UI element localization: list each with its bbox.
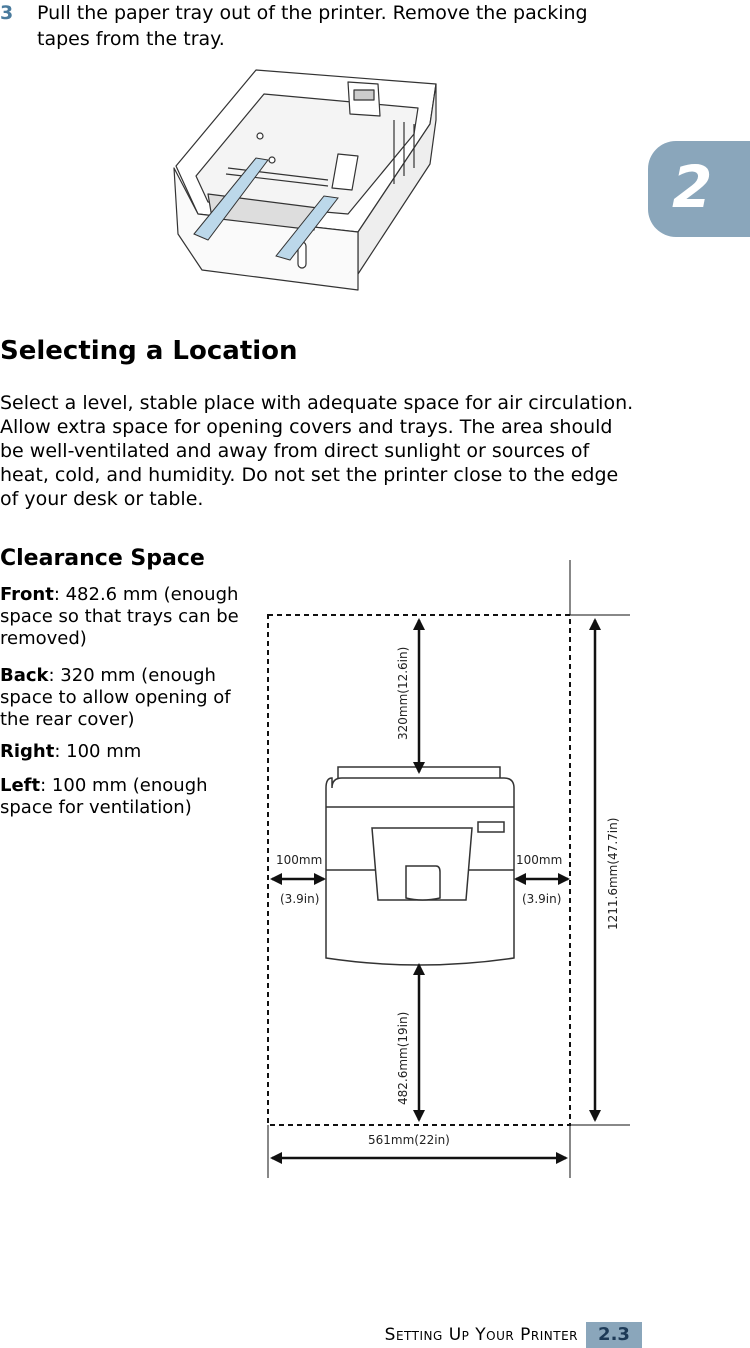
clearance-left-label: Left: [0, 775, 41, 796]
clearance-diagram: [260, 560, 640, 1180]
footer-title: Setting Up Your Printer: [384, 1325, 578, 1345]
section-title: Selecting a Location: [0, 336, 298, 366]
clearance-right-text: : 100 mm: [54, 741, 142, 762]
step-number: 3: [0, 2, 14, 24]
back-clearance-label: 320mm(12.6in): [396, 646, 410, 740]
page-footer: [0, 1322, 750, 1348]
left-clearance-in: (3.9in): [280, 892, 320, 906]
chapter-tab: [648, 141, 750, 237]
right-clearance-in: (3.9in): [522, 892, 562, 906]
clearance-back-label: Back: [0, 665, 49, 686]
clearance-left: [0, 775, 240, 819]
left-clearance-mm: 100mm: [276, 853, 323, 867]
clearance-back-text: : 320 mm (enough space to allow opening of the rear cover): [0, 665, 231, 730]
clearance-right: [0, 741, 240, 763]
right-clearance-mm: 100mm: [516, 853, 563, 867]
clearance-title: Clearance Space: [0, 546, 205, 571]
clearance-front: [0, 584, 240, 650]
section-body: Select a level, stable place with adequate space for air circulation. Allow extra space for opening covers and trays. The area should be well-ventilated and away from direct sunlight or sources of heat, cold, and humidity. Do not set the printer close to the edge of your desk or table.: [0, 392, 634, 510]
page-number: 2.3: [586, 1322, 642, 1348]
total-width-label: 561mm(22in): [368, 1133, 450, 1147]
total-depth-label: 1211.6mm(47.7in): [606, 817, 620, 930]
paper-tray-illustration: [168, 64, 440, 296]
clearance-front-text: : 482.6 mm (enough space so that trays can be removed): [0, 584, 239, 649]
clearance-front-label: Front: [0, 584, 54, 605]
clearance-left-text: : 100 mm (enough space for ventilation): [0, 775, 208, 818]
step-text: Pull the paper tray out of the printer. Remove the packing tapes from the tray.: [37, 2, 588, 50]
front-clearance-label: 482.6mm(19in): [396, 1011, 410, 1105]
clearance-back: [0, 665, 240, 731]
clearance-right-label: Right: [0, 741, 55, 762]
chapter-number: 2: [672, 153, 713, 221]
printer-top-view: [326, 767, 514, 965]
